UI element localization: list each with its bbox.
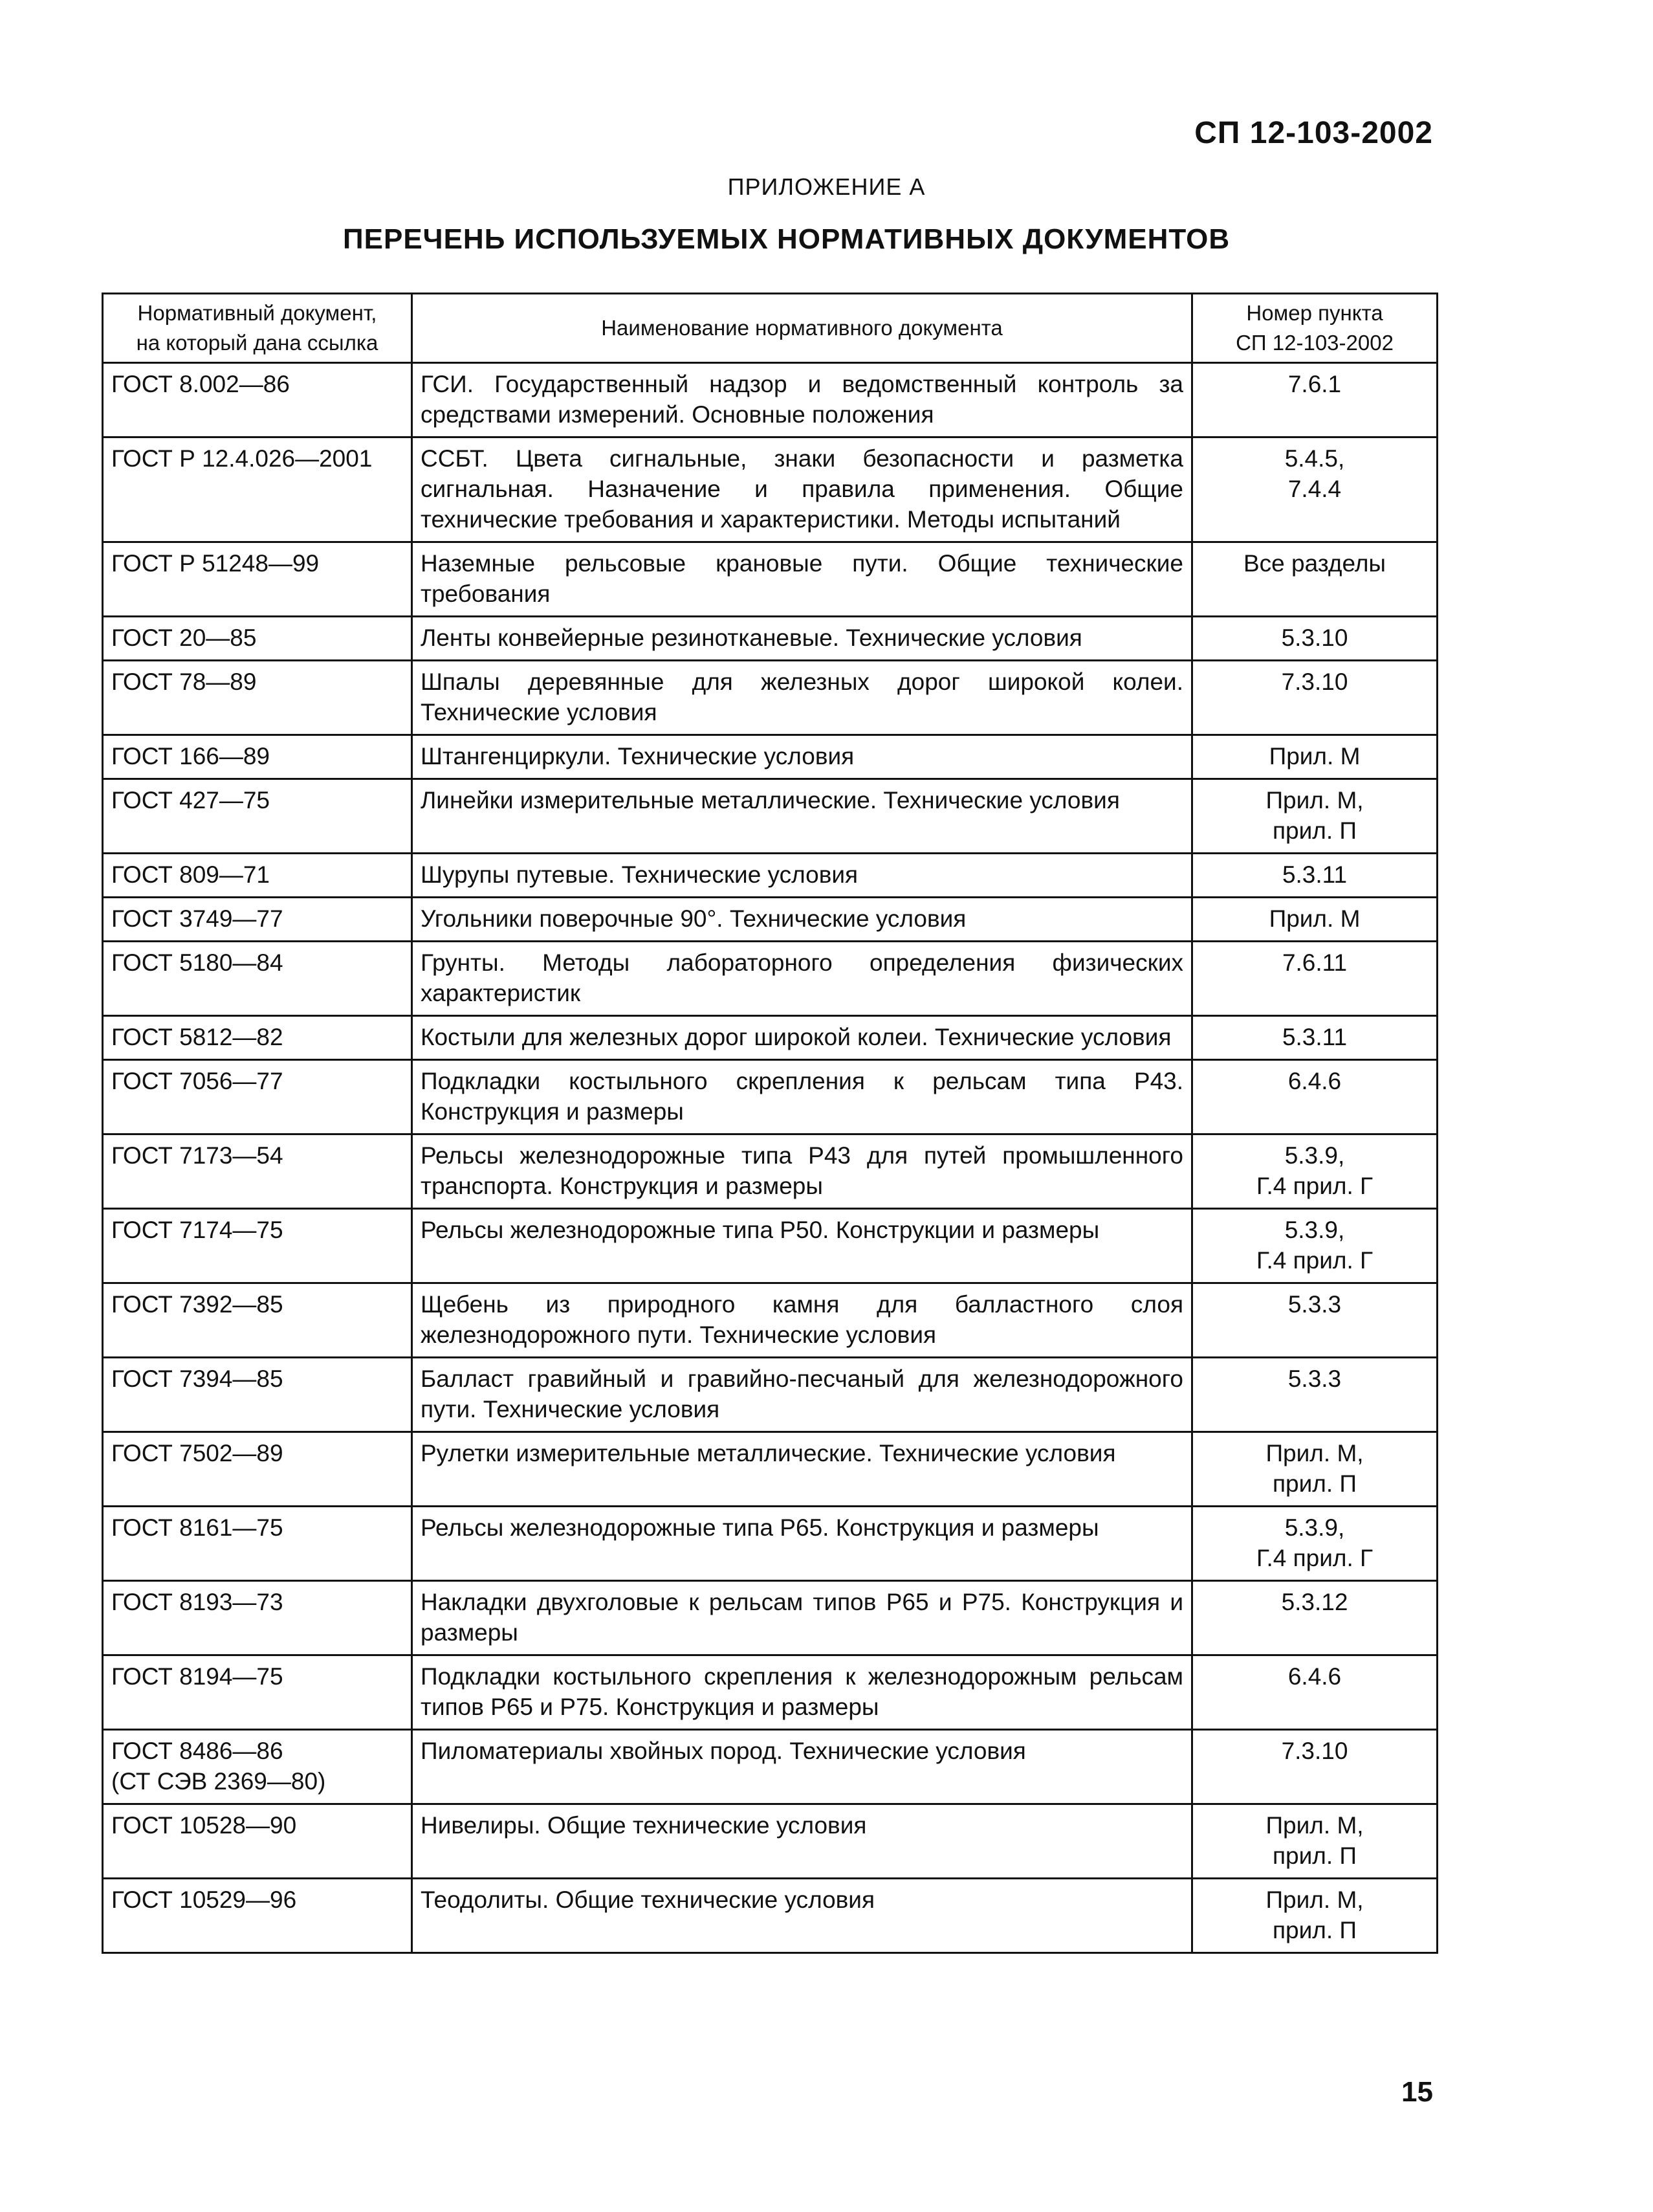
name-cell: ССБТ. Цвета сигнальные, знаки безопасности и разметка сигнальная. Назначение и правила применения. Общие технические требования и характеристики. Методы испытаний xyxy=(412,437,1192,542)
clause-cell: 7.3.10 xyxy=(1192,661,1438,735)
appendix-text: ПРИЛОЖЕНИЕ А xyxy=(727,173,926,200)
document-cell: ГОСТ 8.002—86 xyxy=(103,363,412,437)
table-row xyxy=(103,1016,1438,1060)
name-cell: Линейки измерительные металлические. Технические условия xyxy=(412,779,1192,854)
clause-cell: Прил. М, прил. П xyxy=(1192,1432,1438,1507)
clause-cell: 5.3.10 xyxy=(1192,617,1438,661)
table-row xyxy=(103,542,1438,617)
table-row xyxy=(103,1581,1438,1655)
appendix-label xyxy=(0,173,1653,201)
name-cell: Ленты конвейерные резинотканевые. Технические условия xyxy=(412,617,1192,661)
name-cell: Шпалы деревянные для железных дорог широкой колеи. Технические условия xyxy=(412,661,1192,735)
clause-cell: 5.3.11 xyxy=(1192,1016,1438,1060)
table-row xyxy=(103,1730,1438,1804)
document-cell: ГОСТ 8486—86 (СТ СЭВ 2369—80) xyxy=(103,1730,412,1804)
clause-cell: Прил. М xyxy=(1192,898,1438,942)
clause-cell: 7.6.1 xyxy=(1192,363,1438,437)
header-clause: Номер пункта СП 12-103-2002 xyxy=(1192,294,1438,363)
document-code: СП 12-103-2002 xyxy=(1194,116,1433,150)
table-header-row xyxy=(103,294,1438,363)
clause-cell: Все разделы xyxy=(1192,542,1438,617)
clause-cell: 5.3.9, Г.4 прил. Г xyxy=(1192,1507,1438,1581)
name-cell: Рулетки измерительные металлические. Технические условия xyxy=(412,1432,1192,1507)
table-row xyxy=(103,898,1438,942)
page-number: 15 xyxy=(1401,2076,1433,2108)
table-row xyxy=(103,1655,1438,1730)
document-cell: ГОСТ 78—89 xyxy=(103,661,412,735)
document-cell: ГОСТ 809—71 xyxy=(103,854,412,898)
table-row xyxy=(103,1879,1438,1953)
name-cell: Щебень из природного камня для балластного слоя железнодорожного пути. Технические условия xyxy=(412,1283,1192,1358)
clause-cell: 7.6.11 xyxy=(1192,942,1438,1016)
clause-cell: 5.4.5, 7.4.4 xyxy=(1192,437,1438,542)
name-cell: Угольники поверочные 90°. Технические условия xyxy=(412,898,1192,942)
document-cell: ГОСТ 427—75 xyxy=(103,779,412,854)
name-cell: Балласт гравийный и гравийно-песчаный для железнодорожного пути. Технические условия xyxy=(412,1358,1192,1432)
clause-cell: 7.3.10 xyxy=(1192,1730,1438,1804)
document-cell: ГОСТ Р 51248—99 xyxy=(103,542,412,617)
clause-cell: 5.3.12 xyxy=(1192,1581,1438,1655)
clause-cell: 5.3.3 xyxy=(1192,1358,1438,1432)
normative-documents-table xyxy=(102,293,1438,1954)
table-row xyxy=(103,437,1438,542)
document-cell: ГОСТ 166—89 xyxy=(103,735,412,779)
clause-cell: 5.3.11 xyxy=(1192,854,1438,898)
name-cell: ГСИ. Государственный надзор и ведомственный контроль за средствами измерений. Основные положения xyxy=(412,363,1192,437)
name-cell: Подкладки костыльного скрепления к железнодорожным рельсам типов Р65 и Р75. Конструкция и размеры xyxy=(412,1655,1192,1730)
clause-cell: 5.3.9, Г.4 прил. Г xyxy=(1192,1209,1438,1283)
clause-cell: Прил. М, прил. П xyxy=(1192,1879,1438,1953)
name-cell: Грунты. Методы лабораторного определения физических характеристик xyxy=(412,942,1192,1016)
table-row xyxy=(103,1432,1438,1507)
clause-cell: 6.4.6 xyxy=(1192,1655,1438,1730)
name-cell: Шурупы путевые. Технические условия xyxy=(412,854,1192,898)
table-row xyxy=(103,1804,1438,1879)
header-document: Нормативный документ, на который дана ссылка xyxy=(103,294,412,363)
clause-cell: Прил. М, прил. П xyxy=(1192,779,1438,854)
document-cell: ГОСТ 7394—85 xyxy=(103,1358,412,1432)
table-row xyxy=(103,1060,1438,1134)
document-cell: ГОСТ 10529—96 xyxy=(103,1879,412,1953)
table-row xyxy=(103,661,1438,735)
header-name: Наименование нормативного документа xyxy=(412,294,1192,363)
clause-cell: Прил. М, прил. П xyxy=(1192,1804,1438,1879)
document-cell: ГОСТ 5812—82 xyxy=(103,1016,412,1060)
name-cell: Наземные рельсовые крановые пути. Общие технические требования xyxy=(412,542,1192,617)
name-cell: Подкладки костыльного скрепления к рельсам типа Р43. Конструкция и размеры xyxy=(412,1060,1192,1134)
table-row xyxy=(103,942,1438,1016)
clause-cell: 5.3.9, Г.4 прил. Г xyxy=(1192,1134,1438,1209)
document-cell: ГОСТ 8194—75 xyxy=(103,1655,412,1730)
clause-cell: 5.3.3 xyxy=(1192,1283,1438,1358)
document-cell: ГОСТ 7392—85 xyxy=(103,1283,412,1358)
name-cell: Костыли для железных дорог широкой колеи. Технические условия xyxy=(412,1016,1192,1060)
clause-cell: Прил. М xyxy=(1192,735,1438,779)
document-cell: ГОСТ 10528—90 xyxy=(103,1804,412,1879)
document-cell: ГОСТ 3749—77 xyxy=(103,898,412,942)
page-title: ПЕРЕЧЕНЬ ИСПОЛЬЗУЕМЫХ НОРМАТИВНЫХ ДОКУМЕНТОВ xyxy=(343,223,1231,255)
name-cell: Теодолиты. Общие технические условия xyxy=(412,1879,1192,1953)
name-cell: Накладки двухголовые к рельсам типов Р65 и Р75. Конструкция и размеры xyxy=(412,1581,1192,1655)
table-row xyxy=(103,1134,1438,1209)
name-cell: Рельсы железнодорожные типа Р50. Конструкции и размеры xyxy=(412,1209,1192,1283)
document-cell: ГОСТ 8161—75 xyxy=(103,1507,412,1581)
name-cell: Штангенциркули. Технические условия xyxy=(412,735,1192,779)
document-cell: ГОСТ Р 12.4.026—2001 xyxy=(103,437,412,542)
table-row xyxy=(103,363,1438,437)
document-cell: ГОСТ 8193—73 xyxy=(103,1581,412,1655)
document-cell: ГОСТ 20—85 xyxy=(103,617,412,661)
name-cell: Рельсы железнодорожные типа Р65. Конструкция и размеры xyxy=(412,1507,1192,1581)
document-cell: ГОСТ 7056—77 xyxy=(103,1060,412,1134)
name-cell: Нивелиры. Общие технические условия xyxy=(412,1804,1192,1879)
document-cell: ГОСТ 7502—89 xyxy=(103,1432,412,1507)
name-cell: Пиломатериалы хвойных пород. Технические условия xyxy=(412,1730,1192,1804)
document-cell: ГОСТ 5180—84 xyxy=(103,942,412,1016)
table-row xyxy=(103,1507,1438,1581)
table-row xyxy=(103,617,1438,661)
clause-cell: 6.4.6 xyxy=(1192,1060,1438,1134)
table-row xyxy=(103,779,1438,854)
name-cell: Рельсы железнодорожные типа Р43 для путей промышленного транспорта. Конструкция и размеры xyxy=(412,1134,1192,1209)
document-cell: ГОСТ 7174—75 xyxy=(103,1209,412,1283)
table-row xyxy=(103,735,1438,779)
table-row xyxy=(103,1358,1438,1432)
table-body xyxy=(103,363,1438,1953)
document-cell: ГОСТ 7173—54 xyxy=(103,1134,412,1209)
table-row xyxy=(103,1283,1438,1358)
table-row xyxy=(103,854,1438,898)
table-row xyxy=(103,1209,1438,1283)
